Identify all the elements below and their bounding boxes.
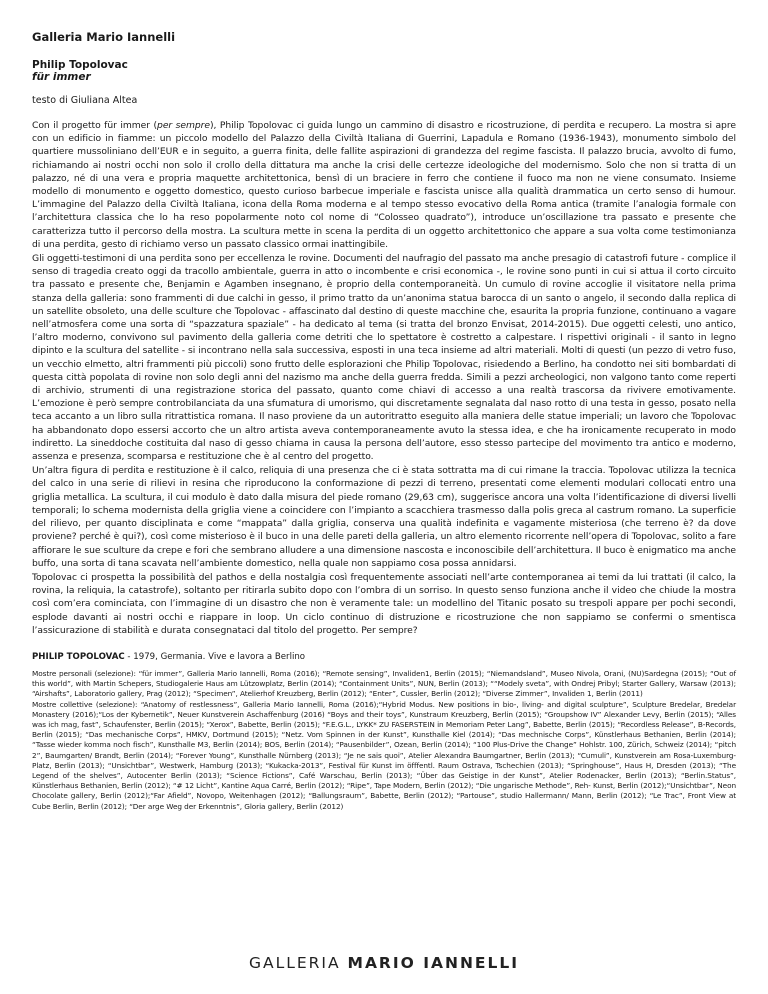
essay-paragraph-4: Topolovac ci prospetta la possibilità del pathos e della nostalgia così frequentemente associati nell’arte contemporanea ai temi da lui trattati (il calco, la rovina, la reliquia, la catastrofe), soltanto per ritirarla subito dopo con l’ombra di un sorriso. In questo senso funziona anche il video che chiude la mostra così com’era cominciata, con l’immagine di un disastro che non è veramente tale: un modellino del Titanic posato su trespoli appare per pochi secondi, esplode davanti ai nostri occhi e riappare in loop. Un ciclo continuo di distruzione e ricostruzione che non sappiamo se confermi o smentisca l’assicurazione di stabilità e durata consegnataci dal titolo del progetto. Per sempre? xyxy=(32,571,736,636)
bio-details: - 1979, Germania. Vive e lavora a Berlino xyxy=(124,651,306,662)
logo-mario-iannelli: MARIO IANNELLI xyxy=(347,954,520,972)
logo-galleria: GALLERIA xyxy=(248,954,348,972)
bio-heading xyxy=(32,651,736,663)
show-title: für immer xyxy=(32,71,91,83)
byline: testo di Giuliana Altea xyxy=(32,95,138,106)
essay-paragraph-3: Un’altra figura di perdita e restituzione è il calco, reliquia di una presenza che ci è stata sottratta ma di cui rimane la traccia. Topolovac utilizza la tecnica del calco in una serie di rilievi in resina che riproducono la conformazione di pezzi di terreno, presentati come elementi modulari collocati entro una griglia metallica. La scultura, il cui modulo è dato dalla misura del piede romano (29,63 cm), suggerisce ancora una volta l’identificazione di diversi livelli temporali; lo schema modernista della griglia viene a coincidere con l’impianto a scacchiera trasmesso dalla polis greca al castrum romano. La superficie del rilievo, per quanto disciplinata e come “mappata” dalla griglia, conserva una qualità indefinita e vagamente misteriosa (che terreno è? da dove proviene? perché è qui?), così come misterioso è il buco in una delle pareti della galleria, un altro elemento ricorrente nell’opera di Topolovac, solito a fare affiorare le sue sculture da crepe e fori che sembrano alludere a una dimensione nascosta e inconoscibile dell’architettura. Il buco è enigmatico ma anche buffo, una sorta di tana scavata nell’ambiente domestico, nella quale non sappiamo cosa possa annidarsi. xyxy=(32,465,736,569)
solo-exhibitions: Mostre personali (selezione): “für immer”, Galleria Mario Iannelli, Roma (2016); “Remote sensing”, Invaliden1, Berlin (2015); “Niemandsland”, Museo Nivola, Orani, (NU)Sardegna (2015); “Out of this world”, with Martin Schepers, Studiogalerie Haus am Lützowplatz, Berlin (2014); “Containment Units”, NUN, Berlin (2013); ““Modely sveta”, with Ondrej Pribyl; Starter Gallery, Warsaw (2013); “Airshafts”, Laboratorio gallery, Prag (2012); “Specimen”, Atelierhof Kreuzberg, Berlin (2012); “Enter”, Cussler, Berlin (2012); “Diverse Zimmer”, Invaliden 1, Berlin (2011) xyxy=(32,668,736,699)
essay-p1-start: Con il progetto für immer ( xyxy=(32,120,158,131)
exhibition-list xyxy=(32,669,736,812)
gallery-logo xyxy=(0,954,768,972)
bio-artist-name: PHILIP TOPOLOVAC xyxy=(32,651,125,662)
artist-name: Philip Topolovac xyxy=(32,59,128,71)
essay-p1-rest: ), Philip Topolovac ci guida lungo un cammino di disastro e ricostruzione, di perdita e recupero. La mostra si apre con un edificio in fiamme: un piccolo modello del Palazzo della Civiltà Italiana di Guerrini, Lapadula e Romano (1936-1943), monumento simbolo del quartiere mussoliniano dell’EUR e in seguito, a guerra finita, delle fallite aspirazioni di grandezza del regime fascista. Il palazzo brucia, avvolto di fumo, richiamando ai nostri occhi non solo il crollo della dittatura ma anche la crisi delle certezze ideologiche del modernismo. Solo che non si tratta di un palazzo, né di una vera e propria maquette architettonica, bensì di un braciere in ferro che contiene il fuoco ma non ne viene consumato. Insieme modello di monumento e oggetto domestico, questo curioso barbecue imperiale e fascista unisce alla qualità drammatica un certo senso di humour. L’immagine del Palazzo della Civiltà Italiana, icona della Roma moderna e al tempo stesso evocativo della Roma antica (tramite l’analogia formale con l’architettura classica che lo ha reso popolarmente noto col nome di “Colosseo quadrato”), introduce un’oscillazione tra passato e presente che caratterizza tutto il percorso della mostra. La scultura mette in scena la perdita di un oggetto architettonico che appare a sua volta come testimonianza di una perdita, gesto di richiamo verso un passato classico ormai inattingibile. xyxy=(32,120,736,250)
essay-paragraph-2: Gli oggetti-testimoni di una perdita sono per eccellenza le rovine. Documenti del naufragio del passato ma anche presagio di catastrofi future - complice il senso di tragedia creato oggi da tracollo ambientale, guerra in atto o incombente e crisi economica -, le rovine sono punti in cui si attua il corto circuito tra passato e presente che, Benjamin e Agamben insegnano, è proprio della contemporaneità. Un cumulo di rovine accoglie il visitatore nella prima stanza della galleria: sono frammenti di due calchi in gesso, il primo tratto da un’anonima statua barocca di un santo o angelo, il secondo dalla replica di un satellite obsoleto, una delle sculture che Topolovac - affascinato dal destino di queste macchine che, esaurita la propria funzione, continuano a vagare nell’atmosfera come una sorta di “spazzatura spaziale” - ha dedicato al tema (si tratta del bronzo Envisat, 2014-2015). Due oggetti celesti, uno antico, l’altro moderno, convivono sul pavimento della galleria come detriti che lo spettatore è costretto a calpestare. I rispettivi originali - il santo in legno dipinto e la scultura del satellite - si incontrano nella sala successiva, esposti in una teca insieme ad altri materiali. Molti di questi (un pezzo di vetro fuso, un vecchio elmetto, altri frammenti più piccoli) sono frutto delle esplorazioni che Philip Topolovac, risiedendo a Berlino, ha condotto nei siti bombardati di questa città popolata di rovine non solo degli anni del nazismo ma anche della guerra fredda. Simili a pezzi archeologici, non valgono tanto come reperti di archivio, strumenti di una registrazione storica del passato, quanto come chiavi di accesso a una realtà trascorsa da rivivere emotivamente. L’emozione è però sempre controbilanciata da una sfumatura di umorismo, qui discretamente segnalata dal naso rotto di una testa in gesso, posato nella teca accanto a un libro sulla ritrattistica romana. Il naso proviene da un autoritratto eseguito alla maniera delle statue imperiali; un lavoro che Topolovac ha abbandonato dopo essersi accorto che un altro artista aveva contemporaneamente avuto la stessa idea, e che ha ironicamente recuperato in modo indiretto. La sineddoche costituita dal naso di gesso chiama in causa la persona dell’autore, esso stesso partecipe del movimento tra antico e moderno, assenza e presenza, scomparsa e restituzione che è al centro del progetto. xyxy=(32,253,736,463)
group-exhibitions: Mostre collettive (selezione): “Anatomy of restlessness”, Galleria Mario Iannelli, Roma (2016);“Hybrid Modus. New positions in bio-, living- and digital sculpture”, Sculpture Bredelar, Bredelar Monastery (2016);“Los der Kybernetik”, Neuer Kunstverein Aschaffenburg (2016) “Boys and their toys”, Kunstraum Kreuzberg, Berlin (2015); “Groupshow IV” Alexander Levy, Berlin (2015); “Alles was ich mag, fast”, Schaufenster, Berlin (2015); “Xerox”, Babette, Berlin (2015); “F.E.G.L., LYKK* ZU FASERSTEIN in Memoriam Peter Lang”, Babette, Berlin (2015); “Recordless Release”, B-Records, Berlin (2015); “Das mechanische Corps”, HMKV, Dortmund (2015); “Netz. Vom Spinnen in der Kunst”, Kunsthalle Kiel (2014); “Das mechnische Corps”, Künstlerhaus Bethanien, Berlin (2014); “Tasse wieder komma noch fisch”, Kunsthalle M3, Berlin (2014); BOS, Berlin (2014); “Pausenbilder”, Ozean, Berlin (2014); “100 Plus-Drive the Change” Hohlstr. 100, Zürich, Schweiz (2014); “pitch 2”, Baumgarten/ Brandt, Berlin (2014); “Forever Young”, Kunsthalle Nürnberg (2013); “Je ne sais quoi”, Atelier Alexandra Baumgartner, Berlin (2013); “Cumuli”, Kunstverein am Rosa-Luxemburg-Platz, Berlin (2013); “Unsichtbar”, Westwerk, Hamburg (2013); “Kukacka-2013”, Festival für Kunst im öfffentl. Raum Ostrava, Tschechien (2013); “Springhouse”, Haus H, Dresden (2013); “The Legend of the shelves”, Autocenter Berlin (2013); “Science Fictions”, Café Warschau, Berlin (2013); “Über das Geistige in der Kunst”, Atelier Rodenacker, Berlin (2013); “Berlin.Status”, Künstlerhaus Bethanien, Berlin (2012); “# 12 Licht”, Kantine Aqua Carré, Berlin (2012); “Ripe”, Tape Modern, Berlin (2012); “Die ungarische Methode”, Reh- Kunst, Berlin (2012);“Unsichtbar”, Neon Chocolate gallery, Berlin (2012);“Far Afield”, Novopo, Weitenhagen (2012); “Ballungsraum”, Babette, Berlin (2012); “Partouse”, studio Hallermann/ Mann, Berlin (2012); “Le Trac”, Front View at Cube Berlin, Berlin (2012); “Der arge Weg der Erkenntnis”, Gloria gallery, Berlin (2012) xyxy=(32,699,736,811)
essay-text xyxy=(32,119,736,637)
essay-p1-italic: per sempre xyxy=(157,120,210,131)
essay-paragraph-1 xyxy=(32,119,736,251)
gallery-name: Galleria Mario Iannelli xyxy=(32,30,176,44)
